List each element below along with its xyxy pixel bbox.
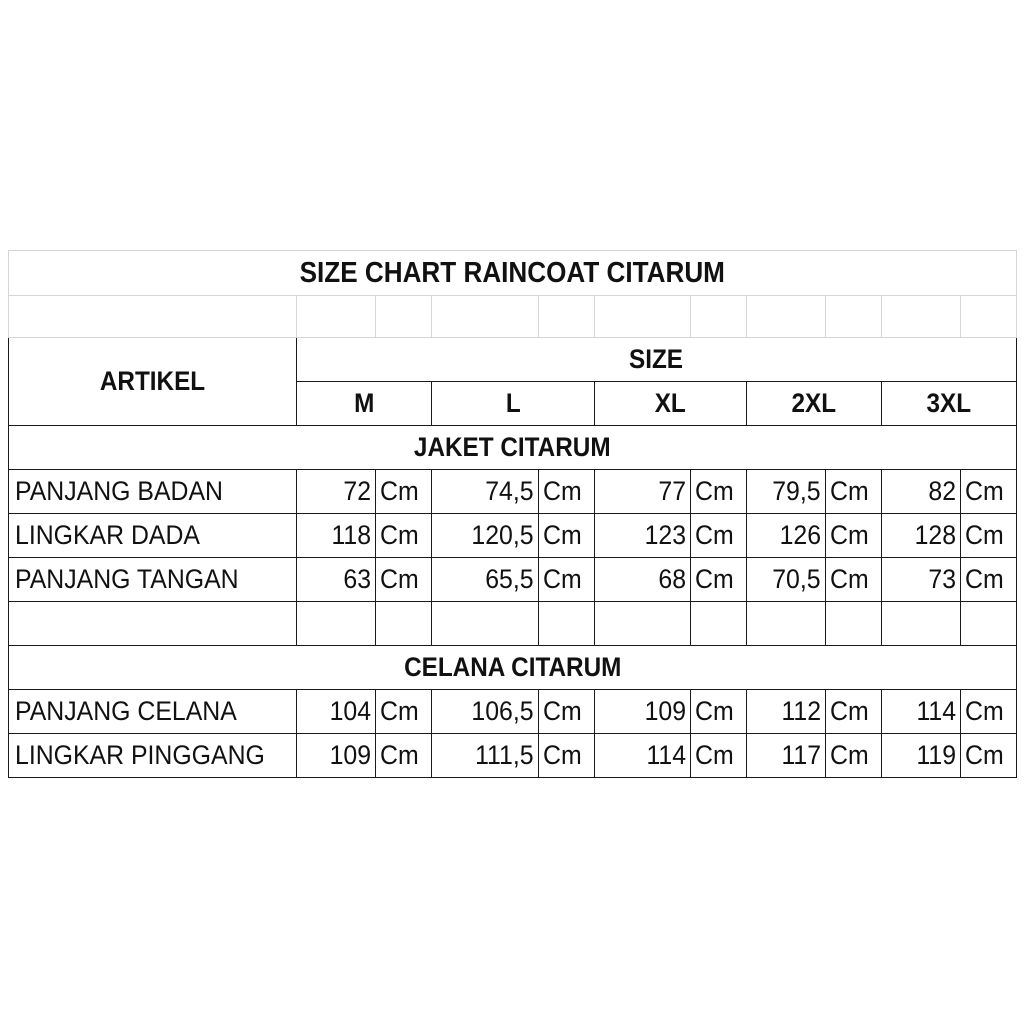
value-cell: 106,5 [432,690,539,734]
section-row-celana [9,646,1017,690]
empty-cell [882,602,961,646]
empty-cell [691,296,747,338]
section-title: JAKET CITARUM [9,426,1017,470]
row-label: PANJANG CELANA [9,690,297,734]
unit-cell: Cm [539,690,595,734]
value-cell: 82 [882,470,961,514]
empty-cell [539,602,595,646]
value-cell: 112 [747,690,826,734]
empty-cell [9,602,297,646]
empty-cell [595,296,691,338]
size-2xl-header: 2XL [747,382,882,426]
value-cell: 72 [297,470,376,514]
unit-cell: Cm [826,734,882,778]
unit-cell: Cm [539,558,595,602]
row-label: LINGKAR DADA [9,514,297,558]
unit-cell: Cm [376,558,432,602]
empty-cell [882,296,961,338]
value-cell: 111,5 [432,734,539,778]
title-row [9,251,1017,296]
unit-cell: Cm [826,558,882,602]
row-label: PANJANG TANGAN [9,558,297,602]
value-cell: 126 [747,514,826,558]
unit-cell: Cm [691,558,747,602]
unit-cell: Cm [961,514,1017,558]
value-cell: 109 [595,690,691,734]
unit-cell: Cm [691,690,747,734]
value-cell: 70,5 [747,558,826,602]
value-cell: 73 [882,558,961,602]
unit-cell: Cm [539,470,595,514]
unit-cell: Cm [691,734,747,778]
empty-cell [376,602,432,646]
empty-cell [826,602,882,646]
artikel-header: ARTIKEL [9,338,297,426]
empty-cell [432,602,539,646]
size-chart-table [8,250,1017,778]
unit-cell: Cm [961,690,1017,734]
empty-cell [595,602,691,646]
table-row [9,514,1017,558]
section-row-jaket [9,426,1017,470]
value-cell: 114 [882,690,961,734]
value-cell: 63 [297,558,376,602]
unit-cell: Cm [376,734,432,778]
value-cell: 65,5 [432,558,539,602]
unit-cell: Cm [961,470,1017,514]
unit-cell: Cm [539,514,595,558]
header-row-size [9,338,1017,382]
spacer-row [9,296,1017,338]
empty-cell [297,602,376,646]
empty-cell [826,296,882,338]
size-header: SIZE [297,338,1017,382]
value-cell: 77 [595,470,691,514]
value-cell: 128 [882,514,961,558]
value-cell: 114 [595,734,691,778]
size-l-header: L [432,382,595,426]
value-cell: 123 [595,514,691,558]
unit-cell: Cm [376,470,432,514]
empty-cell [747,296,826,338]
table-row [9,690,1017,734]
value-cell: 119 [882,734,961,778]
empty-row [9,602,1017,646]
value-cell: 118 [297,514,376,558]
unit-cell: Cm [961,734,1017,778]
value-cell: 68 [595,558,691,602]
unit-cell: Cm [691,470,747,514]
unit-cell: Cm [376,690,432,734]
unit-cell: Cm [826,514,882,558]
size-3xl-header: 3XL [882,382,1017,426]
unit-cell: Cm [961,558,1017,602]
empty-cell [297,296,376,338]
unit-cell: Cm [826,690,882,734]
empty-cell [9,296,297,338]
value-cell: 109 [297,734,376,778]
empty-cell [961,602,1017,646]
table-row [9,558,1017,602]
row-label: PANJANG BADAN [9,470,297,514]
value-cell: 79,5 [747,470,826,514]
size-xl-header: XL [595,382,747,426]
chart-title: SIZE CHART RAINCOAT CITARUM [9,251,1017,296]
size-chart-sheet [8,250,1017,778]
row-label: LINGKAR PINGGANG [9,734,297,778]
unit-cell: Cm [539,734,595,778]
section-title: CELANA CITARUM [9,646,1017,690]
empty-cell [376,296,432,338]
unit-cell: Cm [691,514,747,558]
size-m-header: M [297,382,432,426]
value-cell: 117 [747,734,826,778]
empty-cell [691,602,747,646]
empty-cell [539,296,595,338]
empty-cell [432,296,539,338]
value-cell: 104 [297,690,376,734]
empty-cell [961,296,1017,338]
value-cell: 120,5 [432,514,539,558]
table-row [9,734,1017,778]
unit-cell: Cm [826,470,882,514]
value-cell: 74,5 [432,470,539,514]
table-row [9,470,1017,514]
unit-cell: Cm [376,514,432,558]
empty-cell [747,602,826,646]
